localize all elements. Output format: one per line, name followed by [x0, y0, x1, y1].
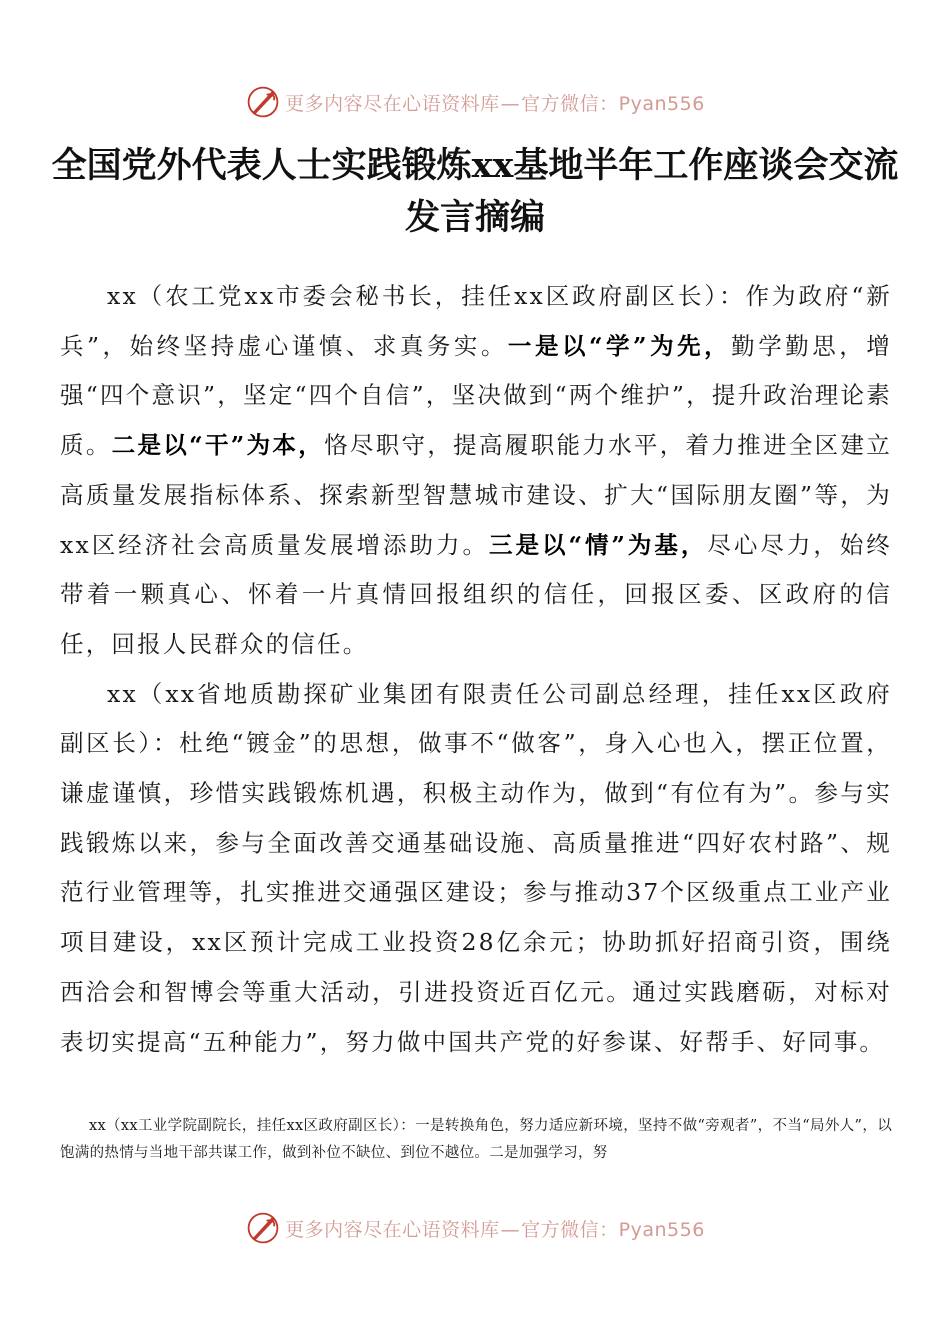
page-title: 全国党外代表人士实践锻炼xx基地半年工作座谈会交流发言摘编 [51, 145, 899, 238]
header-banner [0, 82, 950, 122]
quill-logo-icon [245, 1210, 281, 1246]
paragraph-1: xx（农工党xx市委会秘书长，挂任xx区政府副区长）：作为政府“新兵”，始终坚持虚心谨慎、求真务实。一是以“学”为先，勤学勤思，增强“四个意识”，坚定“四个自信”，坚决做到“两个维护”，提升政治理论素质。二是以“干”为本，恪尽职守，提高履职能力水平，着力推进全区建立高质量发展指标体系、探索新型智慧城市建设、扩大“国际朋友圈”等，为xx区经济社会高质量发展增添助力。三是以“情”为基，尽心尽力，始终带着一颗真心、怀着一片真情回报组织的信任，回报区委、区政府的信任，回报人民群众的信任。 [60, 282, 893, 658]
point-2-heading: 二是以“干”为本， [111, 431, 325, 460]
quill-logo-icon [245, 84, 281, 120]
paragraph-2: xx（xx省地质勘探矿业集团有限责任公司副总经理，挂任xx区政府副区长）：杜绝“镀金”的思想，做事不“做客”，身入心也入，摆正位置，谦虚谨慎，珍惜实践锻炼机遇，积极主动作为，做到“有位有为”。参与实践锻炼以来，参与全面改善交通基础设施、高质量推进“四好农村路”、规范行业管理等，扎实推进交通强区建设；参与推动37个区级重点工业产业项目建设，xx区预计完成工业投资28亿余元；协助抓好招商引资，围绕西洽会和智博会等重大活动，引进投资近百亿元。通过实践磨砺，对标对表切实提高“五种能力”，努力做中国共产党的好参谋、好帮手、好同事。 [60, 679, 892, 1056]
banner-text: 更多内容尽在心语资料库—官方微信：Pyan556 [285, 1218, 705, 1241]
banner-text: 更多内容尽在心语资料库—官方微信：Pyan556 [285, 92, 705, 115]
point-3-heading: 三是以“情”为基， [488, 530, 708, 559]
document-body [60, 272, 892, 1067]
point-1-heading: 一是以“学”为先， [507, 331, 732, 360]
footer-banner [0, 1208, 950, 1248]
paragraph-3-small: xx（xx工业学院副院长，挂任xx区政府副区长）：一是转换角色，努力适应新环境，坚持不做“旁观者”，不当“局外人”，以饱满的热情与当地干部共谋工作，做到补位不缺位、到位不越位。二是加强学习，努 [60, 1118, 892, 1161]
